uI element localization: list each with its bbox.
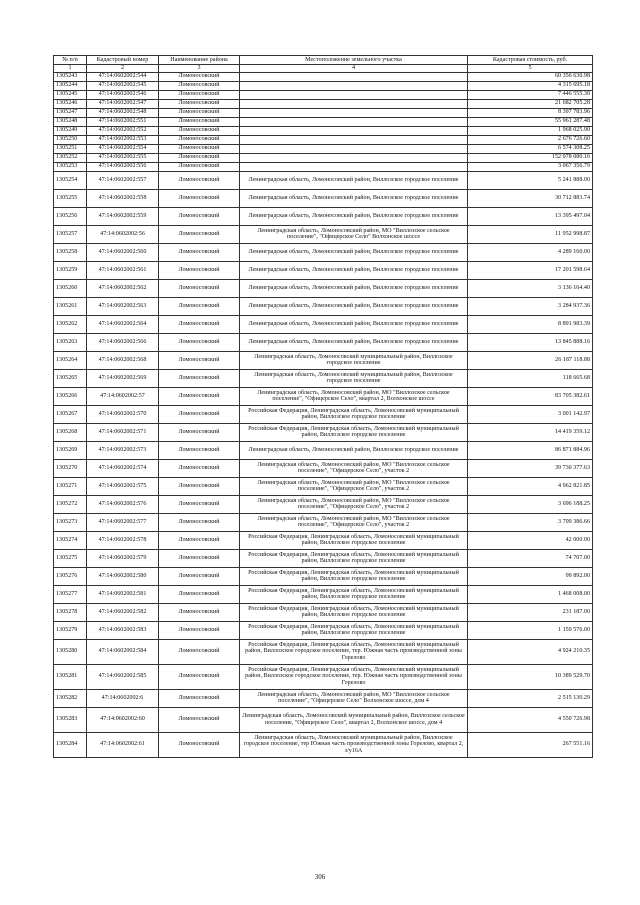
- cadastral-number: 47:14:0602002:57: [87, 387, 159, 405]
- land-location: Ленинградская область, Ломоносовский район, МО "Виллозское сельское поселение", "Офицерское Село", участок 2: [240, 459, 468, 477]
- cadastral-value: 55 961 287.48: [468, 117, 593, 126]
- row-number: 1305264: [54, 351, 87, 369]
- column-index: 1: [54, 65, 87, 73]
- row-number: 1305279: [54, 621, 87, 639]
- land-location: Ленинградская область, Ломоносовский муниципальный район, Виллозское городское поселение: [240, 351, 468, 369]
- table-row: [54, 135, 593, 144]
- cadastral-value: 11 952 998.87: [468, 225, 593, 243]
- cadastral-value: 4 962 821.85: [468, 477, 593, 495]
- row-number: 1305284: [54, 732, 87, 757]
- land-location: Ленинградская область, Ломоносовский муниципальный район, Виллозское сельское поселение, "Офицерское Село", квартал 2, Волхонское шоссе, дом 4: [240, 707, 468, 732]
- cadastral-number: 47:14:0602002:564: [87, 315, 159, 333]
- district-name: Ломоносовский: [159, 531, 240, 549]
- cadastral-value: 5 241 888.00: [468, 171, 593, 189]
- cadastral-number: 47:14:0602002:583: [87, 621, 159, 639]
- land-location: Ленинградская область, Ломоносовский муниципальный район, Виллозское городское поселение, тер Южная часть производственной зоны Горелово, квартал 2, з/у16А: [240, 732, 468, 757]
- cadastral-value: 7 446 555.30: [468, 90, 593, 99]
- row-number: 1305275: [54, 549, 87, 567]
- row-number: 1305257: [54, 225, 87, 243]
- district-name: Ломоносовский: [159, 243, 240, 261]
- district-name: Ломоносовский: [159, 144, 240, 153]
- cadastral-number: 47:14:0602002:546: [87, 90, 159, 99]
- table-row: [54, 99, 593, 108]
- cadastral-value: 4 550 726.98: [468, 707, 593, 732]
- cadastral-value: 42 000.00: [468, 531, 593, 549]
- table-row: [54, 621, 593, 639]
- cadastral-value: 3 696 188.25: [468, 495, 593, 513]
- cadastral-value: 2 515 130.29: [468, 689, 593, 707]
- land-location: Российская Федерация, Ленинградская область, Ломоносовский муниципальный район, Виллозское городское поселение: [240, 423, 468, 441]
- row-number: 1305276: [54, 567, 87, 585]
- table-row: [54, 689, 593, 707]
- table-row: [54, 297, 593, 315]
- table-body: [54, 72, 593, 757]
- cadastral-value: 26 187 118.88: [468, 351, 593, 369]
- land-location: Ленинградская область, Ломоносовский район, Виллозское городское поселение: [240, 171, 468, 189]
- row-number: 1305270: [54, 459, 87, 477]
- cadastral-value: 4 315 695.18: [468, 81, 593, 90]
- table-row: [54, 369, 593, 387]
- header-cadastral-number: Кадастровый номер: [87, 56, 159, 65]
- cadastral-number: 47:14:0602002:544: [87, 72, 159, 81]
- cadastral-number: 47:14:0602002:574: [87, 459, 159, 477]
- district-name: Ломоносовский: [159, 99, 240, 108]
- row-number: 1305282: [54, 689, 87, 707]
- cadastral-number: 47:14:0602002:56: [87, 225, 159, 243]
- table-row: [54, 459, 593, 477]
- row-number: 1305271: [54, 477, 87, 495]
- table-row: [54, 603, 593, 621]
- district-name: Ломоносовский: [159, 513, 240, 531]
- row-number: 1305253: [54, 162, 87, 171]
- land-location: Российская Федерация, Ленинградская область, Ломоносовский муниципальный район, Виллозское городское поселение: [240, 603, 468, 621]
- cadastral-value: 4 289 160.00: [468, 243, 593, 261]
- district-name: Ломоносовский: [159, 315, 240, 333]
- cadastral-number: 47:14:0602002:554: [87, 144, 159, 153]
- row-number: 1305263: [54, 333, 87, 351]
- cadastral-number: 47:14:0602002:585: [87, 664, 159, 689]
- district-name: Ломоносовский: [159, 477, 240, 495]
- cadastral-number: 47:14:0602002:580: [87, 567, 159, 585]
- cadastral-number: 47:14:0602002:562: [87, 279, 159, 297]
- land-location: [240, 99, 468, 108]
- cadastral-number: 47:14:0602002:60: [87, 707, 159, 732]
- district-name: Ломоносовский: [159, 279, 240, 297]
- table-row: [54, 531, 593, 549]
- table-row: [54, 351, 593, 369]
- cadastral-value: 13 845 888.16: [468, 333, 593, 351]
- cadastral-value: 6 574 308.25: [468, 144, 593, 153]
- table-row: [54, 108, 593, 117]
- table-row: [54, 126, 593, 135]
- land-location: Российская Федерация, Ленинградская область, Ломоносовский муниципальный район, Виллозское городское поселение: [240, 405, 468, 423]
- land-location: Российская Федерация, Ленинградская область, Ломоносовский муниципальный район, Виллозское городское поселение, тер. Южная часть производственной зоны Горелово: [240, 664, 468, 689]
- land-location: [240, 144, 468, 153]
- column-index: 4: [240, 65, 468, 73]
- cadastral-number: 47:14:0602002:558: [87, 189, 159, 207]
- district-name: Ломоносовский: [159, 117, 240, 126]
- district-name: Ломоносовский: [159, 153, 240, 162]
- row-number: 1305261: [54, 297, 87, 315]
- cadastral-value: 1 968 025.90: [468, 126, 593, 135]
- land-location: [240, 135, 468, 144]
- district-name: Ломоносовский: [159, 567, 240, 585]
- land-location: [240, 162, 468, 171]
- cadastral-number: 47:14:0602002:578: [87, 531, 159, 549]
- land-location: Российская Федерация, Ленинградская область, Ломоносовский муниципальный район, Виллозское городское поселение: [240, 549, 468, 567]
- table-row: [54, 279, 593, 297]
- cadastral-number: 47:14:0602002:545: [87, 81, 159, 90]
- table-row: [54, 639, 593, 664]
- cadastral-number: 47:14:0602002:559: [87, 207, 159, 225]
- row-number: 1305250: [54, 135, 87, 144]
- column-index-row: [54, 65, 593, 73]
- row-number: 1305274: [54, 531, 87, 549]
- cadastral-number: 47:14:0602002:571: [87, 423, 159, 441]
- cadastral-value: 39 730 377.63: [468, 459, 593, 477]
- cadastral-value: 2 676 726.60: [468, 135, 593, 144]
- cadastral-number: 47:14:0602002:561: [87, 261, 159, 279]
- table-row: [54, 207, 593, 225]
- column-index: 3: [159, 65, 240, 73]
- land-location: Ленинградская область, Ломоносовский муниципальный район, Виллозское городское поселение: [240, 369, 468, 387]
- cadastral-number: 47:14:0602002:6: [87, 689, 159, 707]
- cadastral-value: 17 201 598.64: [468, 261, 593, 279]
- table-row: [54, 495, 593, 513]
- district-name: Ломоносовский: [159, 90, 240, 99]
- cadastral-value: 86 871 884.96: [468, 441, 593, 459]
- row-number: 1305258: [54, 243, 87, 261]
- cadastral-value: 30 712 883.74: [468, 189, 593, 207]
- district-name: Ломоносовский: [159, 108, 240, 117]
- land-location: [240, 72, 468, 81]
- cadastral-number: 47:14:0602002:566: [87, 333, 159, 351]
- land-location: Ленинградская область, Ломоносовский район, МО "Виллозское сельское поселение", "Офицерское Село", участок 2: [240, 513, 468, 531]
- district-name: Ломоносовский: [159, 405, 240, 423]
- table-row: [54, 513, 593, 531]
- table-row: [54, 162, 593, 171]
- land-location: Российская Федерация, Ленинградская область, Ломоносовский муниципальный район, Виллозское городское поселение, тер. Южная часть производственной зоны Горелово: [240, 639, 468, 664]
- table-row: [54, 243, 593, 261]
- land-location: Ленинградская область, Ломоносовский район, Виллозское городское поселение: [240, 207, 468, 225]
- row-number: 1305245: [54, 90, 87, 99]
- cadastral-value: 13 395 497.04: [468, 207, 593, 225]
- cadastral-number: 47:14:0602002:570: [87, 405, 159, 423]
- cadastral-value: 60 356 630.98: [468, 72, 593, 81]
- row-number: 1305281: [54, 664, 87, 689]
- table-row: [54, 144, 593, 153]
- row-number: 1305269: [54, 441, 87, 459]
- row-number: 1305272: [54, 495, 87, 513]
- land-location: [240, 108, 468, 117]
- cadastral-value: 83 705 382.61: [468, 387, 593, 405]
- district-name: Ломоносовский: [159, 351, 240, 369]
- table-row: [54, 732, 593, 757]
- header-num: № п/п: [54, 56, 87, 65]
- cadastral-value: 3 067 356.79: [468, 162, 593, 171]
- row-number: 1305259: [54, 261, 87, 279]
- cadastral-value: 74 707.00: [468, 549, 593, 567]
- land-location: Ленинградская область, Ломоносовский район, МО "Виллозское сельское поселение", "Офицерское Село" Волхонское шоссе, дом 4: [240, 689, 468, 707]
- row-number: 1305278: [54, 603, 87, 621]
- district-name: Ломоносовский: [159, 225, 240, 243]
- table-row: [54, 117, 593, 126]
- table-row: [54, 333, 593, 351]
- district-name: Ломоносовский: [159, 639, 240, 664]
- land-location: Российская Федерация, Ленинградская область, Ломоносовский муниципальный район, Виллозское городское поселение: [240, 621, 468, 639]
- table-row: [54, 189, 593, 207]
- table-row: [54, 81, 593, 90]
- cadastral-number: 47:14:0602002:61: [87, 732, 159, 757]
- land-location: Ленинградская область, Ломоносовский район, Виллозское городское поселение: [240, 297, 468, 315]
- cadastral-number: 47:14:0602002:551: [87, 117, 159, 126]
- table-row: [54, 171, 593, 189]
- land-location: Ленинградская область, Ломоносовский район, Виллозское городское поселение: [240, 279, 468, 297]
- cadastral-number: 47:14:0602002:575: [87, 477, 159, 495]
- district-name: Ломоносовский: [159, 333, 240, 351]
- land-location: Ленинградская область, Ломоносовский район, МО "Виллозское сельское поселение", "Офицерское Село", участок 2: [240, 495, 468, 513]
- table-row: [54, 72, 593, 81]
- cadastral-value: 3 284 937.36: [468, 297, 593, 315]
- cadastral-value: 267 551.16: [468, 732, 593, 757]
- header-district: Наименование района: [159, 56, 240, 65]
- row-number: 1305246: [54, 99, 87, 108]
- cadastral-value: 3 709 386.66: [468, 513, 593, 531]
- district-name: Ломоносовский: [159, 459, 240, 477]
- cadastral-number: 47:14:0602002:576: [87, 495, 159, 513]
- page-number: 306: [314, 873, 326, 881]
- row-number: 1305266: [54, 387, 87, 405]
- land-location: Ленинградская область, Ломоносовский район, Виллозское городское поселение: [240, 441, 468, 459]
- district-name: Ломоносовский: [159, 603, 240, 621]
- cadastral-number: 47:14:0602002:573: [87, 441, 159, 459]
- table-row: [54, 90, 593, 99]
- row-number: 1305251: [54, 144, 87, 153]
- row-number: 1305244: [54, 81, 87, 90]
- cadastral-number: 47:14:0602002:560: [87, 243, 159, 261]
- cadastral-value: 3 136 164.40: [468, 279, 593, 297]
- cadastral-value: 4 924 210.35: [468, 639, 593, 664]
- land-location: [240, 126, 468, 135]
- table-row: [54, 153, 593, 162]
- table-row: [54, 664, 593, 689]
- table-row: [54, 567, 593, 585]
- district-name: Ломоносовский: [159, 621, 240, 639]
- header-row: [54, 56, 593, 65]
- land-location: Ленинградская область, Ломоносовский район, Виллозское городское поселение: [240, 243, 468, 261]
- cadastral-number: 47:14:0602002:569: [87, 369, 159, 387]
- row-number: 1305268: [54, 423, 87, 441]
- land-location: [240, 153, 468, 162]
- district-name: Ломоносовский: [159, 495, 240, 513]
- district-name: Ломоносовский: [159, 207, 240, 225]
- land-location: Ленинградская область, Ломоносовский район, МО "Виллозское сельское поселение", "Офицерское Село", квартал 2, Волхонское шоссе: [240, 387, 468, 405]
- district-name: Ломоносовский: [159, 261, 240, 279]
- row-number: 1305254: [54, 171, 87, 189]
- land-location: [240, 90, 468, 99]
- cadastral-number: 47:14:0602002:555: [87, 153, 159, 162]
- land-location: Российская Федерация, Ленинградская область, Ломоносовский муниципальный район, Виллозское городское поселение: [240, 567, 468, 585]
- row-number: 1305273: [54, 513, 87, 531]
- district-name: Ломоносовский: [159, 126, 240, 135]
- table-row: [54, 549, 593, 567]
- table-row: [54, 477, 593, 495]
- land-location: Российская Федерация, Ленинградская область, Ломоносовский муниципальный район, Виллозское городское поселение: [240, 585, 468, 603]
- district-name: Ломоносовский: [159, 189, 240, 207]
- table-row: [54, 225, 593, 243]
- row-number: 1305252: [54, 153, 87, 162]
- cadastral-number: 47:14:0602002:568: [87, 351, 159, 369]
- cadastral-number: 47:14:0602002:552: [87, 126, 159, 135]
- cadastral-number: 47:14:0602002:581: [87, 585, 159, 603]
- row-number: 1305255: [54, 189, 87, 207]
- table-row: [54, 707, 593, 732]
- row-number: 1305249: [54, 126, 87, 135]
- row-number: 1305280: [54, 639, 87, 664]
- table-row: [54, 315, 593, 333]
- district-name: Ломоносовский: [159, 689, 240, 707]
- cadastral-number: 47:14:0602002:547: [87, 99, 159, 108]
- land-location: Ленинградская область, Ломоносовский район, Виллозское городское поселение: [240, 315, 468, 333]
- land-location: Ленинградская область, Ломоносовский район, МО "Виллозское сельское поселение", "Офицерское Село" Волхонское шоссе: [240, 225, 468, 243]
- row-number: 1305265: [54, 369, 87, 387]
- cadastral-value: 10 389 529.70: [468, 664, 593, 689]
- row-number: 1305247: [54, 108, 87, 117]
- row-number: 1305248: [54, 117, 87, 126]
- district-name: Ломоносовский: [159, 664, 240, 689]
- land-location: Ленинградская область, Ломоносовский район, Виллозское городское поселение: [240, 261, 468, 279]
- cadastral-value: 1 159 576.00: [468, 621, 593, 639]
- cadastral-table: [53, 55, 593, 758]
- cadastral-value: 21 682 705.28: [468, 99, 593, 108]
- district-name: Ломоносовский: [159, 162, 240, 171]
- table-row: [54, 423, 593, 441]
- column-index: 2: [87, 65, 159, 73]
- header-value: Кадастровая стоимость, руб.: [468, 56, 593, 65]
- land-location: Ленинградская область, Ломоносовский район, МО "Виллозское сельское поселение", "Офицерское Село", участок 2: [240, 477, 468, 495]
- district-name: Ломоносовский: [159, 707, 240, 732]
- row-number: 1305260: [54, 279, 87, 297]
- district-name: Ломоносовский: [159, 585, 240, 603]
- district-name: Ломоносовский: [159, 387, 240, 405]
- cadastral-number: 47:14:0602002:579: [87, 549, 159, 567]
- land-location: Российская Федерация, Ленинградская область, Ломоносовский муниципальный район, Виллозское городское поселение: [240, 531, 468, 549]
- column-index: 5: [468, 65, 593, 73]
- cadastral-number: 47:14:0602002:553: [87, 135, 159, 144]
- district-name: Ломоносовский: [159, 297, 240, 315]
- cadastral-number: 47:14:0602002:563: [87, 297, 159, 315]
- district-name: Ломоносовский: [159, 369, 240, 387]
- land-location: Ленинградская область, Ломоносовский район, Виллозское городское поселение: [240, 189, 468, 207]
- table-row: [54, 405, 593, 423]
- cadastral-value: 118 665.68: [468, 369, 593, 387]
- district-name: Ломоносовский: [159, 171, 240, 189]
- land-location: Ленинградская область, Ломоносовский район, Виллозское городское поселение: [240, 333, 468, 351]
- cadastral-value: 8 891 983.39: [468, 315, 593, 333]
- cadastral-value: 152 978 080.16: [468, 153, 593, 162]
- row-number: 1305267: [54, 405, 87, 423]
- district-name: Ломоносовский: [159, 423, 240, 441]
- land-location: [240, 81, 468, 90]
- cadastral-number: 47:14:0602002:556: [87, 162, 159, 171]
- district-name: Ломоносовский: [159, 441, 240, 459]
- district-name: Ломоносовский: [159, 72, 240, 81]
- land-location: [240, 117, 468, 126]
- header-location: Местоположение земельного участка: [240, 56, 468, 65]
- cadastral-value: 231 187.00: [468, 603, 593, 621]
- table-row: [54, 261, 593, 279]
- cadastral-number: 47:14:0602002:557: [87, 171, 159, 189]
- district-name: Ломоносовский: [159, 135, 240, 144]
- row-number: 1305256: [54, 207, 87, 225]
- table-row: [54, 441, 593, 459]
- table-row: [54, 585, 593, 603]
- table-row: [54, 387, 593, 405]
- row-number: 1305243: [54, 72, 87, 81]
- cadastral-value: 14 419 359.12: [468, 423, 593, 441]
- cadastral-number: 47:14:0602002:577: [87, 513, 159, 531]
- district-name: Ломоносовский: [159, 549, 240, 567]
- row-number: 1305262: [54, 315, 87, 333]
- cadastral-value: 8 397 783.96: [468, 108, 593, 117]
- row-number: 1305283: [54, 707, 87, 732]
- district-name: Ломоносовский: [159, 81, 240, 90]
- district-name: Ломоносовский: [159, 732, 240, 757]
- cadastral-value: 99 892.00: [468, 567, 593, 585]
- cadastral-value: 1 468 008.00: [468, 585, 593, 603]
- cadastral-number: 47:14:0602002:584: [87, 639, 159, 664]
- row-number: 1305277: [54, 585, 87, 603]
- cadastral-number: 47:14:0602002:582: [87, 603, 159, 621]
- cadastral-value: 3 001 142.97: [468, 405, 593, 423]
- cadastral-number: 47:14:0602002:548: [87, 108, 159, 117]
